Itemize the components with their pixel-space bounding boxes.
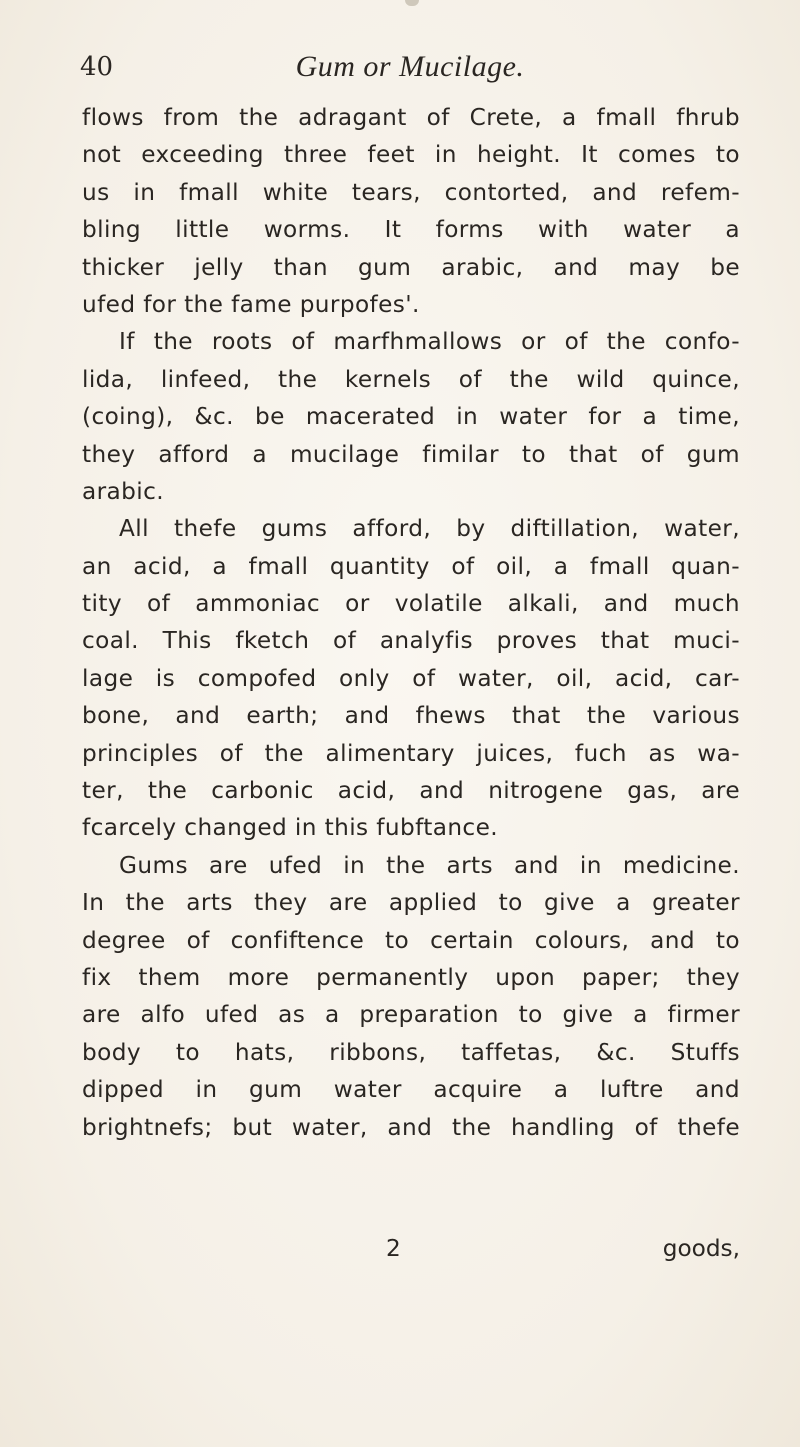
text-line: not exceeding three feet in height. It comes to [82, 141, 740, 169]
text-line: All thefe gums afford, by diftillation, water, [119, 515, 740, 543]
page-footer [82, 1235, 740, 1275]
text-line: (coing), &c. be macerated in water for a time, [82, 403, 740, 431]
text-line: lida, linfeed, the kernels of the wild quince, [82, 365, 740, 393]
text-line: principles of the alimentary juices, fuch as wa- [82, 739, 740, 767]
text-line: ufed for the fame purpofes'. [82, 290, 420, 318]
text-line: In the arts they are applied to give a greater [82, 889, 740, 917]
text-line: dipped in gum water acquire a luftre and [82, 1076, 740, 1104]
text-line: thicker jelly than gum arabic, and may be [82, 253, 740, 281]
text-line: fix them more permanently upon paper; they [82, 963, 740, 991]
page-number: 40 [80, 52, 114, 82]
text-line: us in fmall white tears, contorted, and refem- [82, 178, 740, 206]
text-line: they afford a mucilage fimilar to that of gum [82, 440, 740, 468]
text-line: are alfo ufed as a preparation to give a firmer [82, 1001, 740, 1029]
text-line: bone, and earth; and fhews that the various [82, 702, 740, 730]
catchword: goods, [662, 1235, 740, 1262]
text-line: brightnefs; but water, and the handling of thefe [82, 1113, 740, 1141]
text-line: lage is compofed only of water, oil, acid, car- [82, 664, 740, 692]
body-text [82, 99, 740, 1146]
page-edge-mark [405, 0, 419, 6]
text-line: body to hats, ribbons, taffetas, &c. Stuffs [82, 1038, 740, 1066]
text-line: flows from the adragant of Crete, a fmall fhrub [82, 104, 740, 131]
text-line: fcarcely changed in this fubftance. [82, 814, 499, 842]
text-line: ter, the carbonic acid, and nitrogene gas, are [82, 777, 740, 805]
text-line: arabic. [82, 477, 165, 505]
text-line: an acid, a fmall quantity of oil, a fmall quan- [82, 552, 740, 580]
text-line: tity of ammoniac or volatile alkali, and much [82, 590, 740, 618]
running-title: Gum or Mucilage. [295, 50, 525, 83]
text-line: If the roots of marfhmallows or of the confo- [119, 328, 740, 356]
signature-mark: 2 [386, 1235, 401, 1262]
text-line: degree of confiftence to certain colours, and to [82, 926, 740, 954]
text-line: Gums are ufed in the arts and in medicine. [119, 851, 740, 879]
text-line: coal. This fketch of analyfis proves that muci- [82, 627, 740, 655]
page-header [80, 48, 740, 92]
text-line: bling little worms. It forms with water a [82, 216, 740, 244]
